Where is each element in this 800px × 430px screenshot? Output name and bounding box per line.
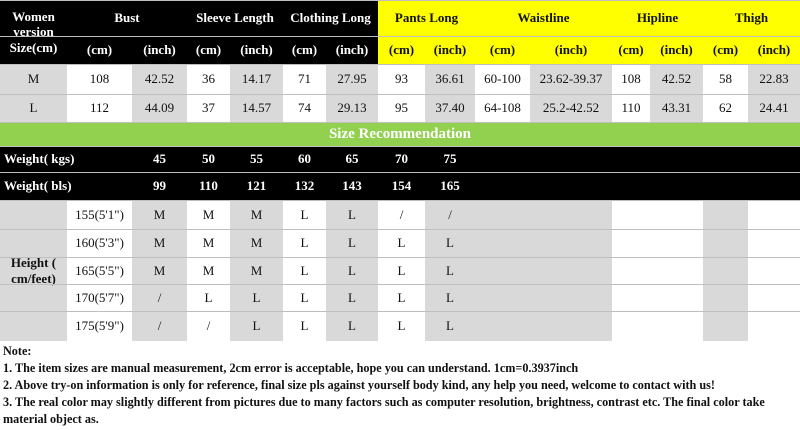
size-value: 42.52 xyxy=(650,64,703,94)
filler xyxy=(650,229,703,257)
unit-header-cm: (cm) xyxy=(378,36,425,64)
notes-section xyxy=(3,343,798,428)
unit-header-cm: (cm) xyxy=(187,36,230,64)
size-value: 58 xyxy=(703,64,748,94)
recommended-size: L xyxy=(425,284,475,311)
recommended-size: L xyxy=(378,229,425,257)
unit-header-inch: (inch) xyxy=(748,36,800,64)
weight-lb-label: Weight( bls) xyxy=(0,172,132,200)
weight-kg-value: 75 xyxy=(425,146,475,172)
unit-header-cm: (cm) xyxy=(67,36,132,64)
recommended-size: M xyxy=(230,229,283,257)
recommended-size: L xyxy=(378,311,425,341)
unit-header-inch: (inch) xyxy=(230,36,283,64)
size-value: 37 xyxy=(187,94,230,122)
weight-lb-value: 165 xyxy=(425,172,475,200)
filler xyxy=(650,257,703,284)
weight-kg-value: 45 xyxy=(132,146,187,172)
recommended-size: L xyxy=(425,311,475,341)
size-value: 108 xyxy=(612,64,650,94)
recommended-size: L xyxy=(283,284,326,311)
weight-lb-value: 121 xyxy=(230,172,283,200)
size-value: 93 xyxy=(378,64,425,94)
recommended-size: M xyxy=(230,200,283,229)
height-value: 165(5'5") xyxy=(67,257,132,284)
filler xyxy=(475,311,612,341)
filler xyxy=(703,200,748,229)
filler xyxy=(650,284,703,311)
weight-kg-value: 60 xyxy=(283,146,326,172)
recommended-size: M xyxy=(187,229,230,257)
size-value: 29.13 xyxy=(326,94,378,122)
size-value: 71 xyxy=(283,64,326,94)
filler xyxy=(650,311,703,341)
weight-kg-filler xyxy=(475,146,800,172)
size-value: 36 xyxy=(187,64,230,94)
height-value: 155(5'1") xyxy=(67,200,132,229)
recommended-size: / xyxy=(132,311,187,341)
size-value: 74 xyxy=(283,94,326,122)
size-value: 60-100 xyxy=(475,64,530,94)
weight-kg-value: 65 xyxy=(326,146,378,172)
filler xyxy=(612,200,650,229)
size-value: 95 xyxy=(378,94,425,122)
recommended-size: L xyxy=(283,229,326,257)
recommended-size: M xyxy=(132,257,187,284)
note-1: 1. The item sizes are manual measurement, 2cm error is acceptable, hope you can understand. 1cm=0.3937inch xyxy=(3,361,579,375)
recommended-size: L xyxy=(230,311,283,341)
weight-kg-value: 50 xyxy=(187,146,230,172)
height-value: 160(5'3") xyxy=(67,229,132,257)
recommended-size: M xyxy=(132,200,187,229)
size-label: M xyxy=(0,64,67,94)
unit-header-cm: (cm) xyxy=(612,36,650,64)
size-value: 23.62-39.37 xyxy=(530,64,612,94)
recommended-size: L xyxy=(283,311,326,341)
filler xyxy=(703,311,748,341)
size-label: L xyxy=(0,94,67,122)
weight-lb-value: 143 xyxy=(326,172,378,200)
size-value: 42.52 xyxy=(132,64,187,94)
group-header-clothing-long: Clothing Long xyxy=(283,0,378,36)
recommended-size: L xyxy=(230,284,283,311)
size-value: 25.2-42.52 xyxy=(530,94,612,122)
size-value: 37.40 xyxy=(425,94,475,122)
recommended-size: M xyxy=(132,229,187,257)
filler xyxy=(703,284,748,311)
size-value: 44.09 xyxy=(132,94,187,122)
size-value: 36.61 xyxy=(425,64,475,94)
size-value: 14.57 xyxy=(230,94,283,122)
recommended-size: L xyxy=(283,200,326,229)
size-value: 112 xyxy=(67,94,132,122)
height-value: 175(5'9") xyxy=(67,311,132,341)
filler xyxy=(612,257,650,284)
filler xyxy=(748,200,800,229)
recommended-size: L xyxy=(425,257,475,284)
note-2: 2. Above try-on information is only for reference, final size pls against yourself body kind, any help you need, welcome to contact with us! xyxy=(3,378,715,392)
size-value: 27.95 xyxy=(326,64,378,94)
note-3: 3. The real color may slightly different from pictures due to many factors such as computer resolution, brightness, contrast etc. The final color take material object as. xyxy=(3,395,765,426)
weight-lb-filler xyxy=(475,172,800,200)
size-value: 22.83 xyxy=(748,64,800,94)
weight-lb-value: 132 xyxy=(283,172,326,200)
group-header-sleeve-length: Sleeve Length xyxy=(187,0,283,36)
unit-header-cm: (cm) xyxy=(475,36,530,64)
recommended-size: L xyxy=(378,284,425,311)
weight-lb-value: 154 xyxy=(378,172,425,200)
recommended-size: / xyxy=(132,284,187,311)
recommended-size: L xyxy=(326,200,378,229)
size-value: 43.31 xyxy=(650,94,703,122)
filler xyxy=(748,257,800,284)
weight-kg-value: 70 xyxy=(378,146,425,172)
recommended-size: L xyxy=(378,257,425,284)
size-value: 108 xyxy=(67,64,132,94)
recommended-size: L xyxy=(283,257,326,284)
filler xyxy=(475,257,612,284)
filler xyxy=(703,229,748,257)
size-recommendation-banner: Size Recommendation xyxy=(0,122,800,146)
unit-header-inch: (inch) xyxy=(530,36,612,64)
recommended-size: L xyxy=(326,311,378,341)
group-header-pants-long: Pants Long xyxy=(378,0,475,36)
filler xyxy=(612,229,650,257)
recommended-size: / xyxy=(187,311,230,341)
recommended-size: L xyxy=(326,257,378,284)
filler xyxy=(748,284,800,311)
size-value: 14.17 xyxy=(230,64,283,94)
filler xyxy=(748,311,800,341)
group-header-waistline: Waistline xyxy=(475,0,612,36)
recommended-size: L xyxy=(425,229,475,257)
size-value: 24.41 xyxy=(748,94,800,122)
weight-kg-label: Weight( kgs) xyxy=(0,146,132,172)
size-value: 110 xyxy=(612,94,650,122)
filler xyxy=(475,284,612,311)
size-value: 62 xyxy=(703,94,748,122)
weight-kg-value: 55 xyxy=(230,146,283,172)
weight-lb-value: 110 xyxy=(187,172,230,200)
recommended-size: / xyxy=(425,200,475,229)
unit-header-cm: (cm) xyxy=(283,36,326,64)
filler xyxy=(703,257,748,284)
recommended-size: M xyxy=(187,200,230,229)
recommended-size: L xyxy=(326,284,378,311)
group-header-hipline: Hipline xyxy=(612,0,703,36)
recommended-size: L xyxy=(326,229,378,257)
unit-header-inch: (inch) xyxy=(425,36,475,64)
corner-header: Women version Size(cm) xyxy=(0,0,67,64)
filler xyxy=(475,229,612,257)
filler xyxy=(612,284,650,311)
unit-header-cm: (cm) xyxy=(703,36,748,64)
recommended-size: M xyxy=(230,257,283,284)
recommended-size: M xyxy=(187,257,230,284)
unit-header-inch: (inch) xyxy=(650,36,703,64)
notes-title: Note: xyxy=(3,344,32,358)
filler xyxy=(475,200,612,229)
filler xyxy=(612,311,650,341)
weight-lb-value: 99 xyxy=(132,172,187,200)
recommended-size: / xyxy=(378,200,425,229)
group-header-bust: Bust xyxy=(67,0,187,36)
size-value: 64-108 xyxy=(475,94,530,122)
unit-header-inch: (inch) xyxy=(132,36,187,64)
recommended-size: L xyxy=(187,284,230,311)
height-value: 170(5'7") xyxy=(67,284,132,311)
filler xyxy=(650,200,703,229)
height-label: Height ( cm/feet) xyxy=(0,200,67,341)
group-header-thigh: Thigh xyxy=(703,0,800,36)
filler xyxy=(748,229,800,257)
unit-header-inch: (inch) xyxy=(326,36,378,64)
